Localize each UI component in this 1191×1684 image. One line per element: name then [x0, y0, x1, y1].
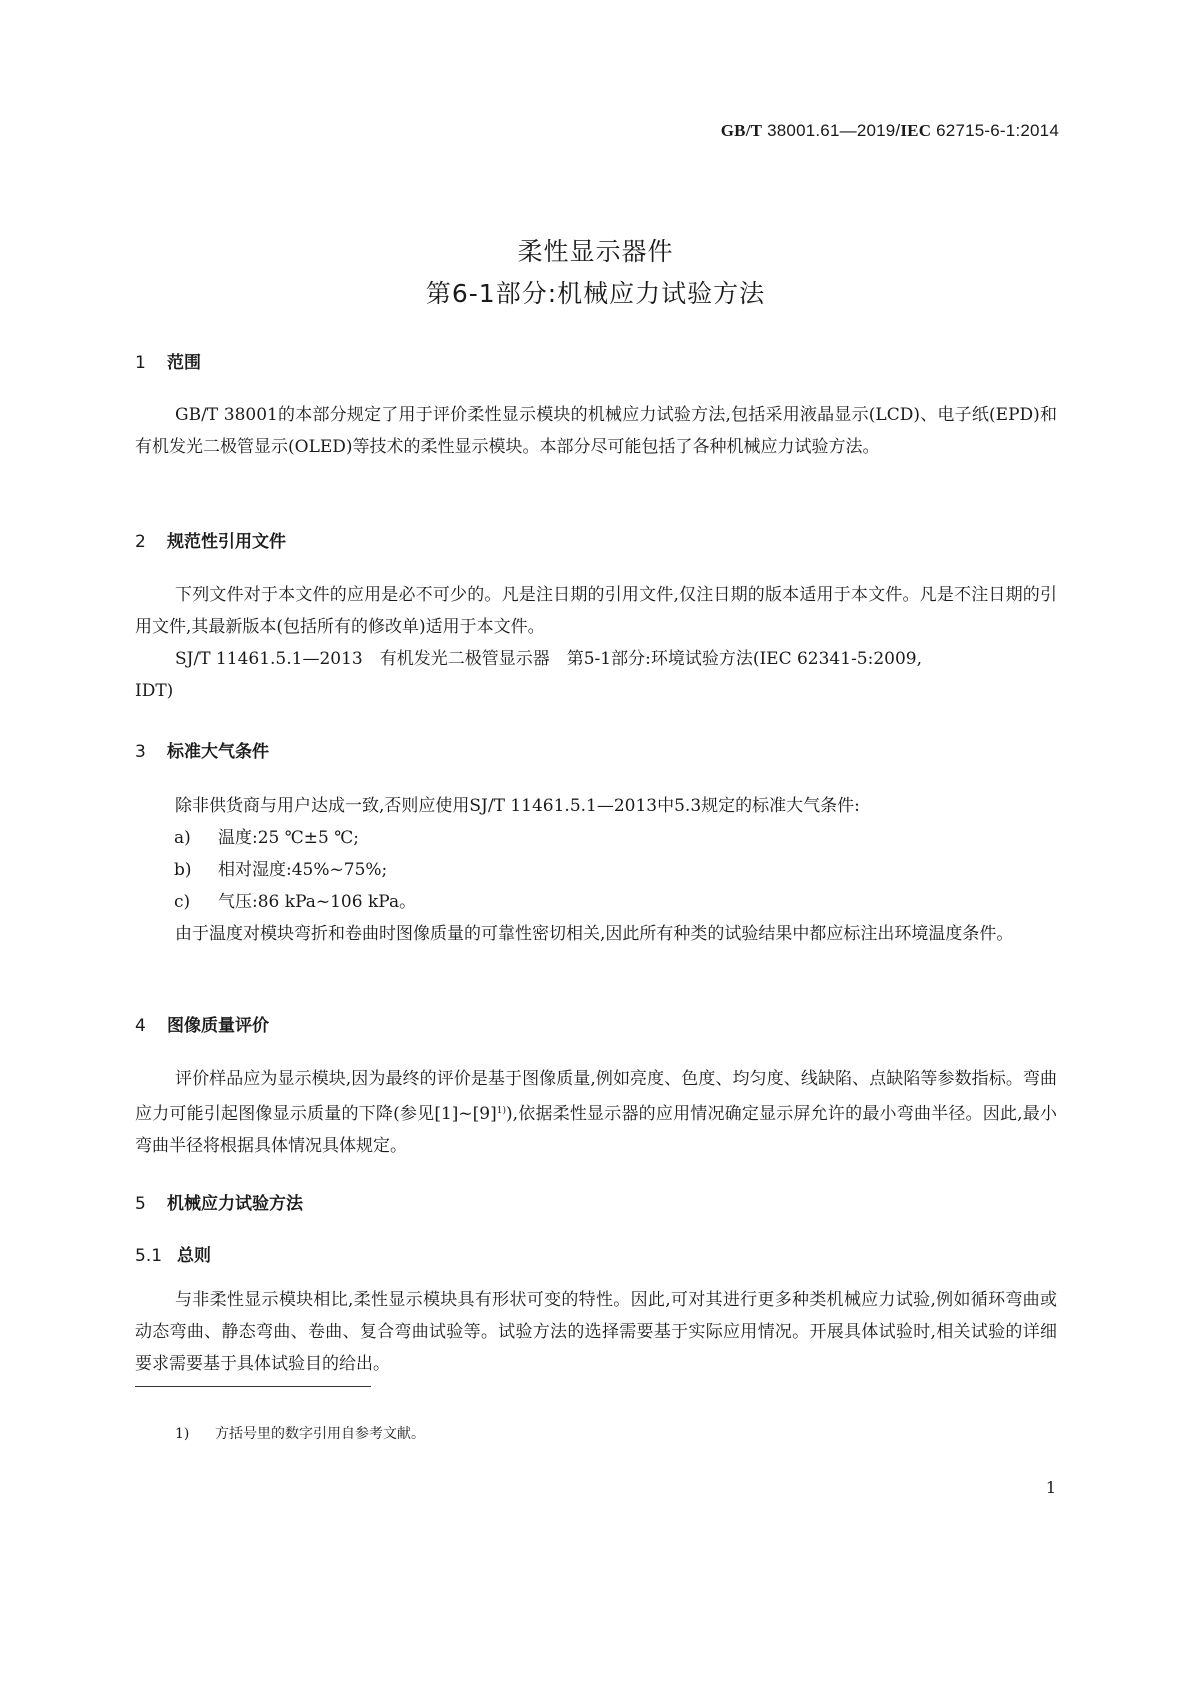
title-line-2: 第6-1部分:机械应力试验方法 — [425, 279, 766, 308]
page-number: 1 — [1045, 1478, 1056, 1497]
section-number: 5 — [135, 1194, 146, 1214]
title-line-1: 柔性显示器件 — [517, 237, 674, 266]
section-title: 图像质量评价 — [167, 1016, 269, 1036]
list-item — [174, 886, 416, 918]
header-std-number: 38001.61—2019/ — [767, 121, 901, 140]
section-2-heading — [135, 527, 286, 552]
section-4-heading — [135, 1011, 269, 1036]
header-iec-code: IEC — [900, 121, 932, 140]
section-1-paragraph: GB/T 38001的本部分规定了用于评价柔性显示模块的机械应力试验方法,包括采用液晶显示(LCD)、电子纸(EPD)和有机发光二极管显示(OLED)等技术的柔性显示模块。本部分尽可能包括了各种机械应力试验方法。 — [135, 405, 1057, 457]
footnote-divider — [135, 1386, 371, 1387]
section-title: 机械应力试验方法 — [167, 1194, 303, 1214]
header-std-code: GB/T — [720, 121, 763, 140]
list-item — [174, 822, 359, 854]
section-number: 2 — [135, 532, 146, 552]
section-title: 总则 — [177, 1246, 211, 1266]
footnote-marker: 1) — [175, 1426, 190, 1442]
section-3-intro: 除非供货商与用户达成一致,否则应使用SJ/T 11461.5.1—2013中5.3规定的标准大气条件: — [175, 796, 860, 816]
footnote — [175, 1423, 425, 1443]
list-text: 温度:25 ℃±5 ℃; — [218, 828, 359, 848]
section-title: 范围 — [167, 353, 201, 373]
list-item — [174, 854, 387, 886]
normative-reference-line-1: SJ/T 11461.5.1—2013 有机发光二极管显示器 第5-1部分:环境试验方法(IEC 62341-5:2009, — [175, 649, 923, 669]
section-3-heading — [135, 737, 269, 762]
paragraph-text: 评价样品应为显示模块,因为最终的评价是基于图像质量,例如亮度、色度、均匀度、线缺陷、点缺陷等参数指标。弯曲应力可能引起图像显示质量的下降(参见[1]~[9] — [135, 1069, 1057, 1124]
section-number: 4 — [135, 1016, 146, 1036]
section-5-1-heading — [135, 1241, 211, 1266]
footnote-reference: 1) — [496, 1106, 506, 1116]
section-title: 标准大气条件 — [167, 742, 269, 762]
list-marker: c) — [174, 892, 191, 912]
list-text: 相对湿度:45%~75%; — [218, 860, 388, 880]
list-marker: b) — [174, 860, 192, 880]
list-marker: a) — [174, 828, 191, 848]
section-number: 1 — [135, 353, 146, 373]
section-number: 5.1 — [135, 1246, 163, 1266]
header-iec-number: 62715-6-1:2014 — [936, 121, 1059, 140]
section-number: 3 — [135, 742, 146, 762]
paragraph-text: ),依据柔性显示器的应用情况确定显示屏允许的最小弯曲半径。因此,最小弯曲半径将根据具体情况具体规定。 — [135, 1104, 1057, 1156]
section-1-heading — [135, 348, 201, 373]
section-5-1-paragraph: 与非柔性显示模块相比,柔性显示模块具有形状可变的特性。因此,可对其进行更多种类机械应力试验,例如循环弯曲或动态弯曲、静态弯曲、卷曲、复合弯曲试验等。试验方法的选择需要基于实际应用情况。开展具体试验时,相关试验的详细要求需要基于具体试验目的给出。 — [135, 1290, 1057, 1374]
document-header — [721, 121, 1059, 141]
section-4-paragraph — [135, 1063, 1057, 1162]
normative-reference-line-2: IDT) — [135, 681, 174, 701]
section-2-paragraph: 下列文件对于本文件的应用是必不可少的。凡是注日期的引用文件,仅注日期的版本适用于本文件。凡是不注日期的引用文件,其最新版本(包括所有的修改单)适用于本文件。 — [135, 585, 1057, 637]
section-5-heading — [135, 1189, 303, 1214]
list-text: 气压:86 kPa~106 kPa。 — [218, 892, 417, 912]
section-title: 规范性引用文件 — [167, 532, 286, 552]
footnote-text: 方括号里的数字引用自参考文献。 — [215, 1426, 425, 1442]
section-3-paragraph: 由于温度对模块弯折和卷曲时图像质量的可靠性密切相关,因此所有种类的试验结果中都应标注出环境温度条件。 — [175, 924, 1014, 944]
